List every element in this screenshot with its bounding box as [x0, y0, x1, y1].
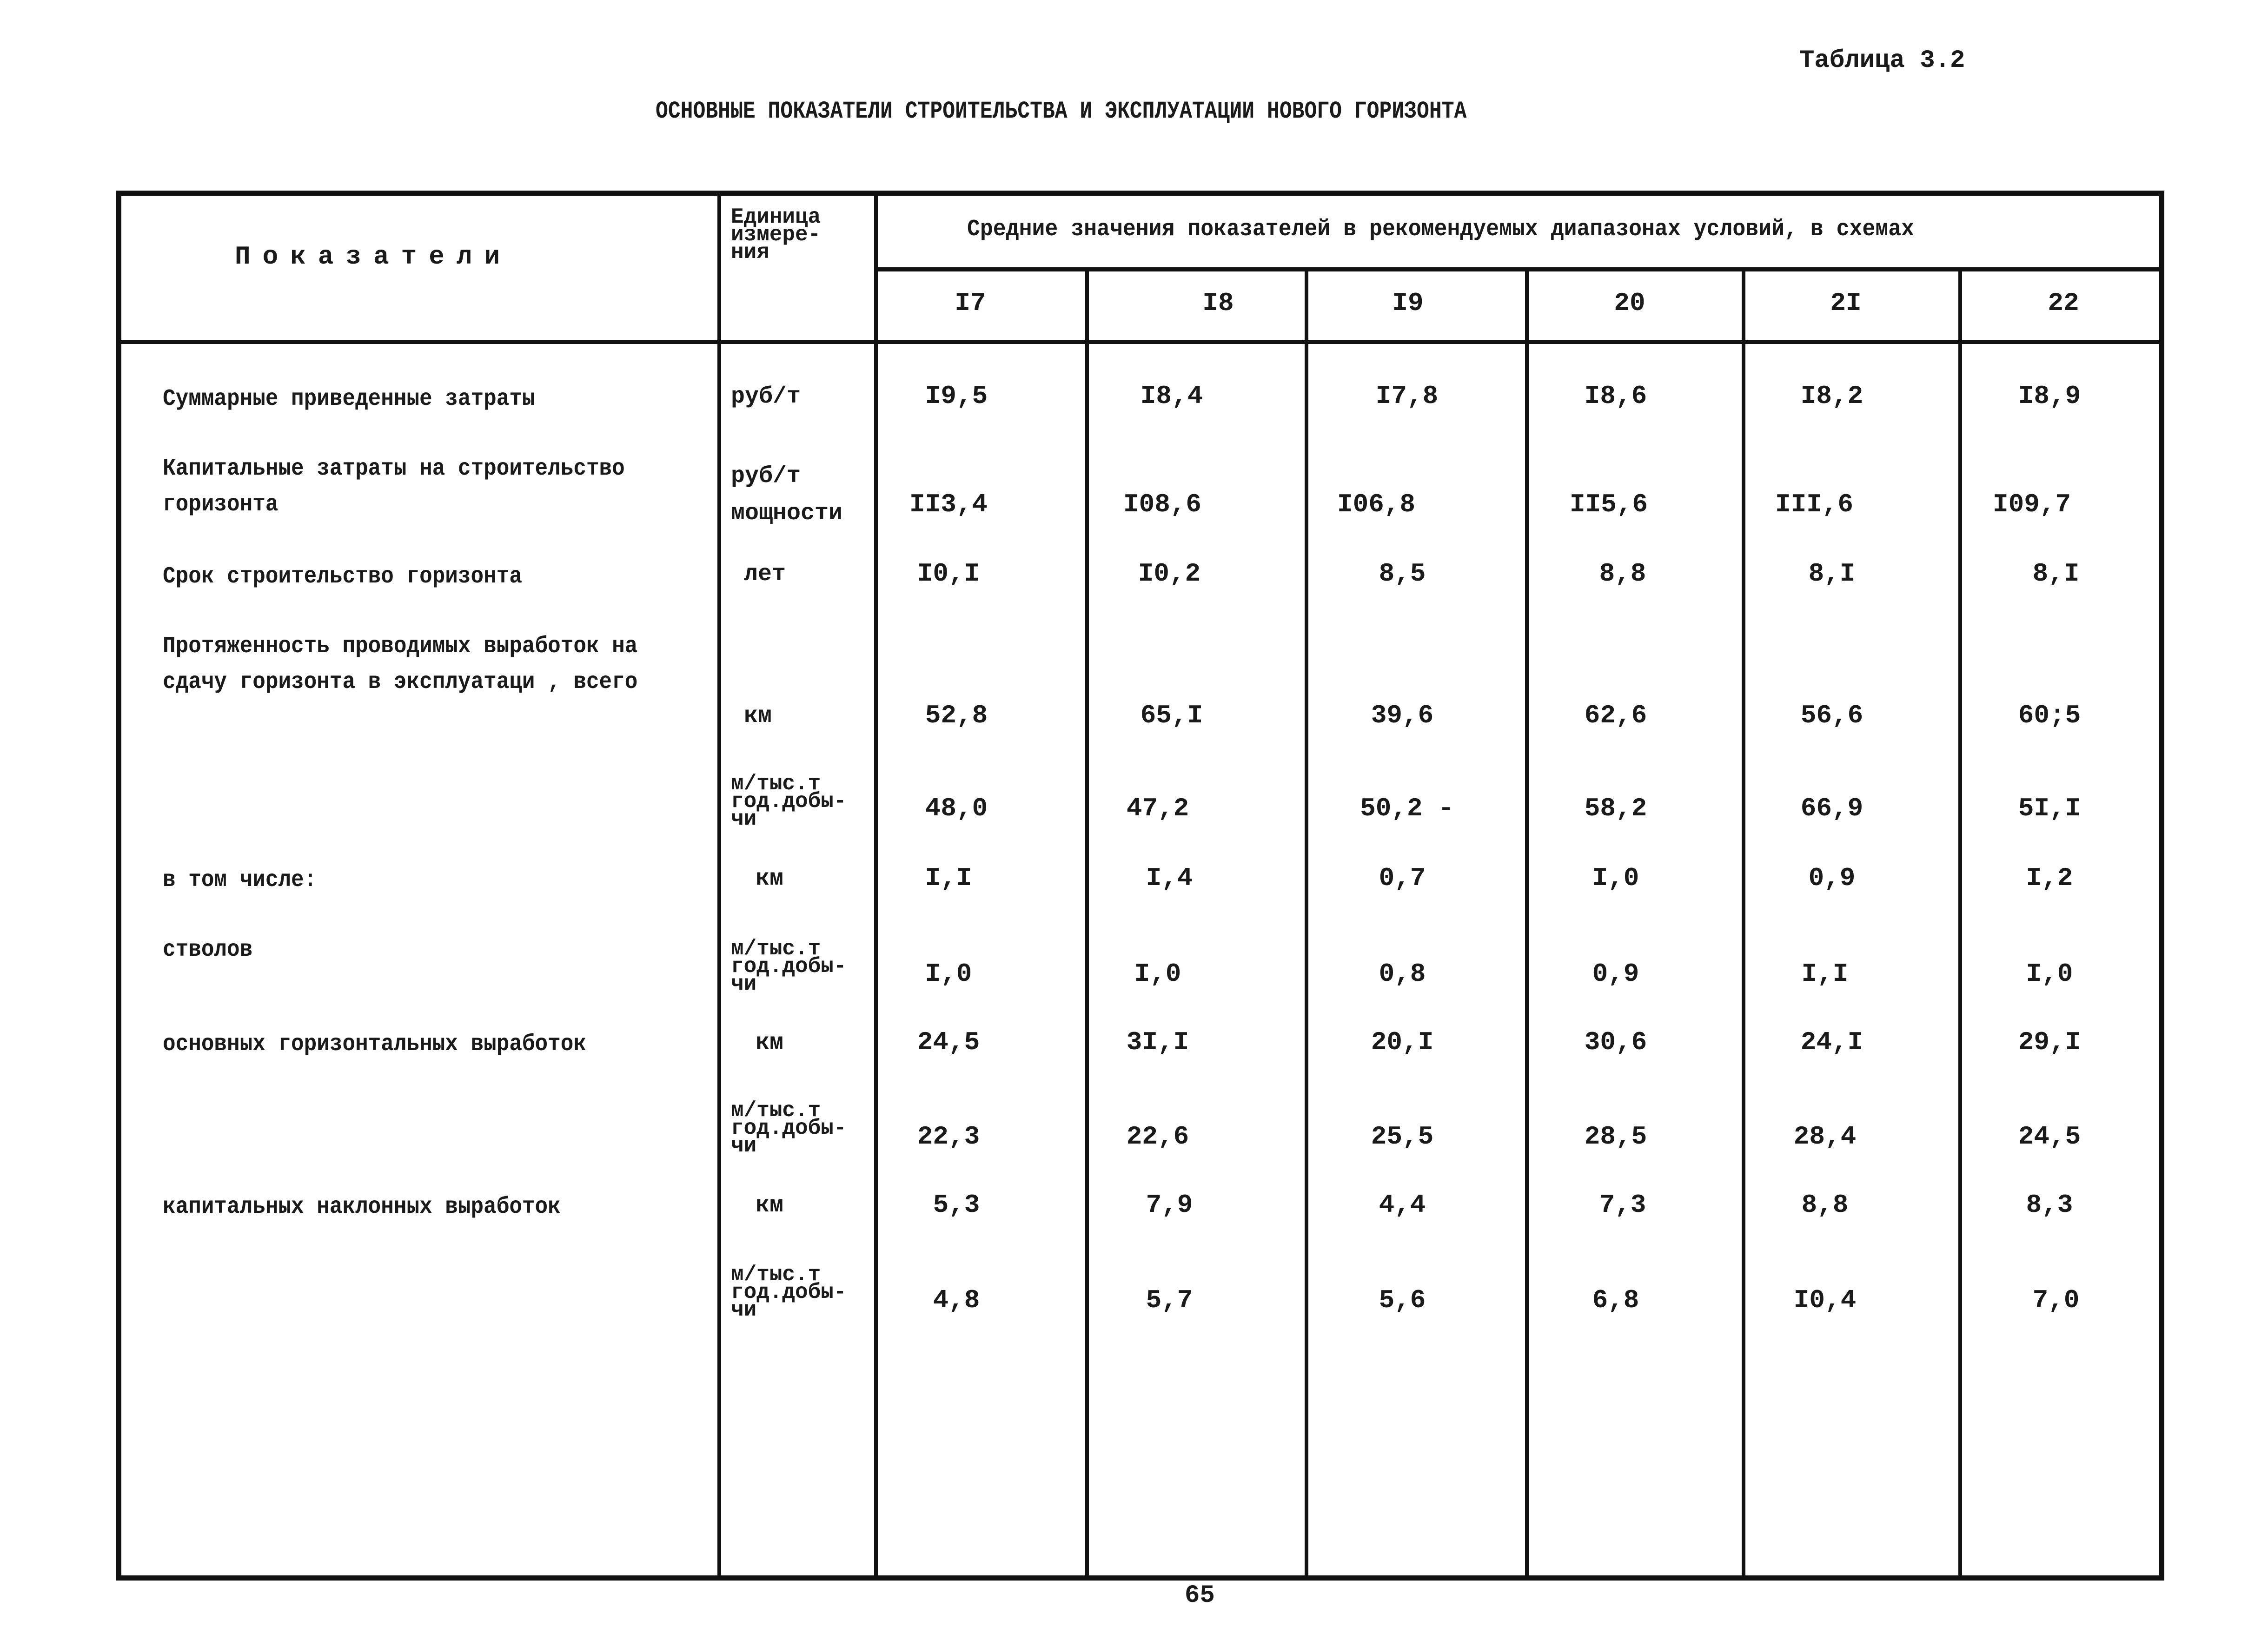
value-cell: 28,4 — [1793, 1122, 1857, 1151]
row-unit: км — [756, 1192, 784, 1219]
value-cell: 5,6 — [1379, 1285, 1426, 1315]
value-cell: I,I — [925, 863, 972, 893]
value-cell: 5,3 — [933, 1190, 980, 1220]
value-cell: I06,8 — [1337, 489, 1416, 519]
row-label: Срок строительство горизонта — [163, 563, 522, 590]
value-cell: I8,4 — [1140, 381, 1203, 411]
value-cell: 24,I — [1800, 1027, 1863, 1057]
value-cell: II5,6 — [1569, 489, 1648, 519]
value-cell: I,0 — [2026, 959, 2073, 989]
row-unit: лет — [744, 561, 786, 588]
value-cell: 22,3 — [917, 1122, 980, 1151]
scheme-col-header: 22 — [2048, 288, 2079, 318]
table-caption: Таблица 3.2 — [1799, 46, 1965, 75]
row-label: капитальных наклонных выработок — [163, 1194, 561, 1220]
unit-header: Единица измере- ния — [731, 205, 821, 265]
value-cell: 50,2 - — [1360, 794, 1454, 823]
row-unit: м/тыс.т год.добы- чи — [731, 1263, 847, 1322]
value-cell: III,6 — [1775, 489, 1854, 519]
value-cell: 8,8 — [1599, 559, 1646, 589]
value-cell: 56,6 — [1800, 701, 1863, 730]
scheme-divider — [1742, 270, 1745, 1581]
value-cell: 5,7 — [1146, 1285, 1193, 1315]
value-cell: 47,2 — [1126, 794, 1189, 823]
row-label: в том числе: — [163, 867, 317, 893]
scheme-col-header: 2I — [1830, 288, 1862, 318]
scheme-divider — [1305, 270, 1308, 1581]
header-bottom-rule — [116, 340, 2164, 344]
value-cell: 29,I — [2018, 1027, 2081, 1057]
page-number: 65 — [1185, 1581, 1215, 1610]
value-cell: 30,6 — [1584, 1027, 1647, 1057]
row-unit: м/тыс.т год.добы- чи — [731, 937, 847, 996]
column-divider — [874, 191, 878, 1581]
value-cell: 66,9 — [1800, 794, 1863, 823]
table-title: ОСНОВНЫЕ ПОКАЗАТЕЛИ СТРОИТЕЛЬСТВА И ЭКСПЛУАТАЦИИ НОВОГО ГОРИЗОНТА — [656, 98, 1467, 125]
value-cell: 7,0 — [2032, 1285, 2080, 1315]
row-unit: м/тыс.т год.добы- чи — [731, 772, 847, 831]
scheme-col-header: I7 — [955, 288, 986, 318]
value-cell: I8,6 — [1584, 381, 1647, 411]
value-cell: 25,5 — [1371, 1122, 1434, 1151]
scheme-col-header: I8 — [1202, 288, 1234, 318]
scheme-divider — [1958, 270, 1962, 1581]
column-divider — [717, 191, 721, 1581]
schemes-span-header: Средние значения показателей в рекомендуемых диапазонах условий, в схемах — [967, 216, 1915, 243]
value-cell: 0,8 — [1379, 959, 1426, 989]
value-cell: 22,6 — [1126, 1122, 1189, 1151]
row-unit: руб/т — [731, 384, 801, 410]
scheme-col-header: I9 — [1392, 288, 1424, 318]
value-cell: 0,9 — [1592, 959, 1639, 989]
value-cell: 52,8 — [925, 701, 988, 730]
value-cell: I8,2 — [1800, 381, 1863, 411]
value-cell: 6,8 — [1592, 1285, 1639, 1315]
header-span-rule — [874, 267, 2164, 271]
value-cell: 4,4 — [1379, 1190, 1426, 1220]
scheme-divider — [1525, 270, 1529, 1581]
value-cell: I9,5 — [925, 381, 988, 411]
value-cell: I08,6 — [1123, 489, 1202, 519]
value-cell: 39,6 — [1371, 701, 1434, 730]
value-cell: 3I,I — [1126, 1027, 1189, 1057]
value-cell: I8,9 — [2018, 381, 2081, 411]
value-cell: 28,5 — [1584, 1122, 1647, 1151]
value-cell: 5I,I — [2018, 794, 2081, 823]
row-label: стволов — [163, 937, 253, 963]
value-cell: 60;5 — [2018, 701, 2081, 730]
value-cell: I09,7 — [1992, 489, 2071, 519]
value-cell: 48,0 — [925, 794, 988, 823]
value-cell: 24,5 — [2018, 1122, 2081, 1151]
value-cell: 8,5 — [1379, 559, 1426, 589]
value-cell: 0,7 — [1379, 863, 1426, 893]
value-cell: I,4 — [1146, 863, 1193, 893]
value-cell: 8,I — [2032, 559, 2080, 589]
value-cell: I,I — [1801, 959, 1849, 989]
value-cell: I,0 — [1134, 959, 1181, 989]
row-label: Суммарные приведенные затраты — [163, 386, 535, 412]
indicators-header: Показатели — [235, 242, 512, 271]
value-cell: 20,I — [1371, 1027, 1434, 1057]
value-cell: 7,3 — [1599, 1190, 1646, 1220]
value-cell: I7,8 — [1375, 381, 1439, 411]
row-label: Протяженность проводимых выработок на сдачу горизонта в эксплуатаци , всего — [163, 633, 638, 695]
value-cell: 65,I — [1140, 701, 1203, 730]
value-cell: 8,3 — [2026, 1190, 2073, 1220]
row-unit: руб/т мощности — [731, 463, 843, 527]
value-cell: I,0 — [1592, 863, 1639, 893]
scheme-col-header: 20 — [1614, 288, 1645, 318]
row-unit: км — [744, 703, 772, 729]
value-cell: I0,4 — [1793, 1285, 1857, 1315]
scheme-divider — [1085, 270, 1089, 1581]
value-cell: 58,2 — [1584, 794, 1647, 823]
value-cell: 7,9 — [1146, 1190, 1193, 1220]
value-cell: I0,2 — [1138, 559, 1201, 589]
value-cell: II3,4 — [909, 489, 988, 519]
value-cell: I,2 — [2026, 863, 2073, 893]
value-cell: 0,9 — [1808, 863, 1856, 893]
value-cell: 8,8 — [1801, 1190, 1849, 1220]
row-unit: м/тыс.т год.добы- чи — [731, 1098, 847, 1158]
row-label: Капитальные затраты на строительство горизонта — [163, 456, 625, 518]
row-label: основных горизонтальных выработок — [163, 1031, 586, 1058]
value-cell: I0,I — [917, 559, 980, 589]
row-unit: км — [756, 866, 784, 892]
value-cell: 24,5 — [917, 1027, 980, 1057]
value-cell: 8,I — [1808, 559, 1856, 589]
row-unit: км — [756, 1030, 784, 1056]
value-cell: 62,6 — [1584, 701, 1647, 730]
value-cell: 4,8 — [933, 1285, 980, 1315]
value-cell: I,0 — [925, 959, 972, 989]
